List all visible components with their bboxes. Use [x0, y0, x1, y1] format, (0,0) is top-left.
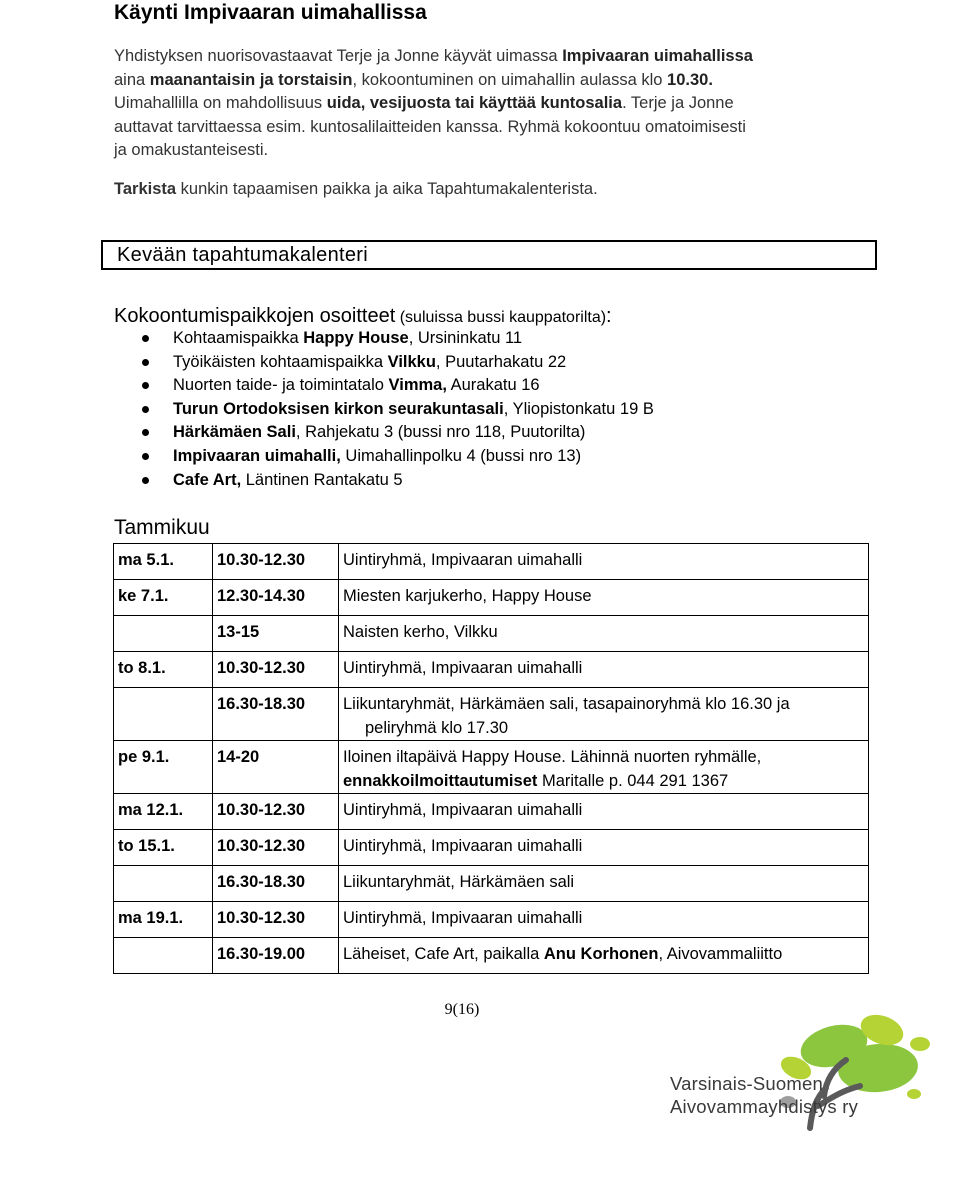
event-time: 16.30-18.30: [213, 866, 339, 902]
event-day: [114, 688, 213, 741]
event-description: Uintiryhmä, Impivaaran uimahalli: [339, 902, 869, 938]
event-day: pe 9.1.: [114, 741, 213, 794]
event-row: [114, 580, 869, 616]
event-description: Uintiryhmä, Impivaaran uimahalli: [339, 544, 869, 580]
check-calendar-note: Tarkista kunkin tapaamisen paikka ja aika Tapahtumakalenterista.: [114, 180, 598, 198]
event-description: Uintiryhmä, Impivaaran uimahalli: [339, 652, 869, 688]
month-heading: Tammikuu: [114, 516, 210, 539]
calendar-title: Kevään tapahtumakalenteri: [117, 244, 368, 266]
event-time: 10.30-12.30: [213, 902, 339, 938]
address-item: Nuorten taide- ja toimintatalo Vimma, Aurakatu 16: [142, 374, 654, 398]
event-description: Liikuntaryhmät, Härkämäen sali, tasapainoryhmä klo 16.30 ja peliryhmä klo 17.30: [339, 688, 869, 741]
event-row: [114, 741, 869, 794]
address-item: Turun Ortodoksisen kirkon seurakuntasali, Yliopistonkatu 19 B: [142, 398, 654, 422]
event-row: [114, 652, 869, 688]
page-heading: Käynti Impivaaran uimahallissa: [114, 1, 427, 24]
event-description: Uintiryhmä, Impivaaran uimahalli: [339, 794, 869, 830]
event-row: [114, 544, 869, 580]
logo-name-line1: Varsinais-Suomen: [670, 1073, 823, 1094]
event-day: [114, 938, 213, 974]
bullet-icon: [142, 359, 149, 366]
address-item: Kohtaamispaikka Happy House, Ursininkatu 11: [142, 327, 654, 351]
event-description: Naisten kerho, Vilkku: [339, 616, 869, 652]
event-description: Läheiset, Cafe Art, paikalla Anu Korhonen, Aivovammaliitto: [339, 938, 869, 974]
event-day: ke 7.1.: [114, 580, 213, 616]
event-time: 10.30-12.30: [213, 830, 339, 866]
addresses-heading: Kokoontumispaikkojen osoitteet (suluissa bussi kauppatorilta):: [114, 305, 612, 327]
event-row: [114, 902, 869, 938]
event-day: ma 19.1.: [114, 902, 213, 938]
intro-paragraph: Yhdistyksen nuorisovastaavat Terje ja Jonne käyvät uimassa Impivaaran uimahallissa aina maanantaisin ja torstaisin, kokoontuminen on uimahallin aulassa klo 10.30. Uimahallilla on mahdollisuus uida, vesijuosta tai käyttää kuntosalia. Terje ja Jonne auttavat tarvittaessa esim. kuntosalilaitteiden kanssa. Ryhmä kokoontuu omatoimisesti ja omakustanteisesti.: [114, 47, 753, 159]
event-row: [114, 938, 869, 974]
event-description: Miesten karjukerho, Happy House: [339, 580, 869, 616]
event-row: [114, 866, 869, 902]
address-item: Impivaaran uimahalli, Uimahallinpolku 4 (bussi nro 13): [142, 445, 654, 469]
bullet-icon: [142, 335, 149, 342]
event-day: to 8.1.: [114, 652, 213, 688]
address-item: Härkämäen Sali, Rahjekatu 3 (bussi nro 118, Puutorilta): [142, 421, 654, 445]
event-description: Iloinen iltapäivä Happy House. Lähinnä nuorten ryhmälle, ennakkoilmoittautumiset Maritalle p. 044 291 1367: [339, 741, 869, 794]
bullet-icon: [142, 382, 149, 389]
event-row: [114, 688, 869, 741]
page-number: 9(16): [444, 1001, 480, 1018]
event-row: [114, 794, 869, 830]
event-row: [114, 616, 869, 652]
event-time: 16.30-19.00: [213, 938, 339, 974]
bullet-icon: [142, 429, 149, 436]
event-time: 13-15: [213, 616, 339, 652]
logo-leaf: [910, 1037, 930, 1051]
event-description: Liikuntaryhmät, Härkämäen sali: [339, 866, 869, 902]
event-day: ma 12.1.: [114, 794, 213, 830]
event-time: 10.30-12.30: [213, 794, 339, 830]
event-day: to 15.1.: [114, 830, 213, 866]
event-day: [114, 616, 213, 652]
event-day: [114, 866, 213, 902]
bullet-icon: [142, 453, 149, 460]
bullet-icon: [142, 406, 149, 413]
address-item: Työikäisten kohtaamispaikka Vilkku, Puutarhakatu 22: [142, 351, 654, 375]
address-item: Cafe Art, Läntinen Rantakatu 5: [142, 469, 654, 493]
event-time: 12.30-14.30: [213, 580, 339, 616]
calendar-title-box: [101, 240, 877, 270]
logo-tree-icon: [620, 1010, 960, 1180]
logo-leaf: [907, 1089, 921, 1099]
event-time: 10.30-12.30: [213, 652, 339, 688]
event-time: 10.30-12.30: [213, 544, 339, 580]
address-list: [142, 327, 654, 492]
event-description: Uintiryhmä, Impivaaran uimahalli: [339, 830, 869, 866]
event-row: [114, 830, 869, 866]
event-time: 16.30-18.30: [213, 688, 339, 741]
events-table: [113, 543, 869, 974]
bullet-icon: [142, 477, 149, 484]
event-day: ma 5.1.: [114, 544, 213, 580]
logo-name-line2: Aivovammayhdistys ry: [670, 1096, 859, 1117]
event-time: 14-20: [213, 741, 339, 794]
